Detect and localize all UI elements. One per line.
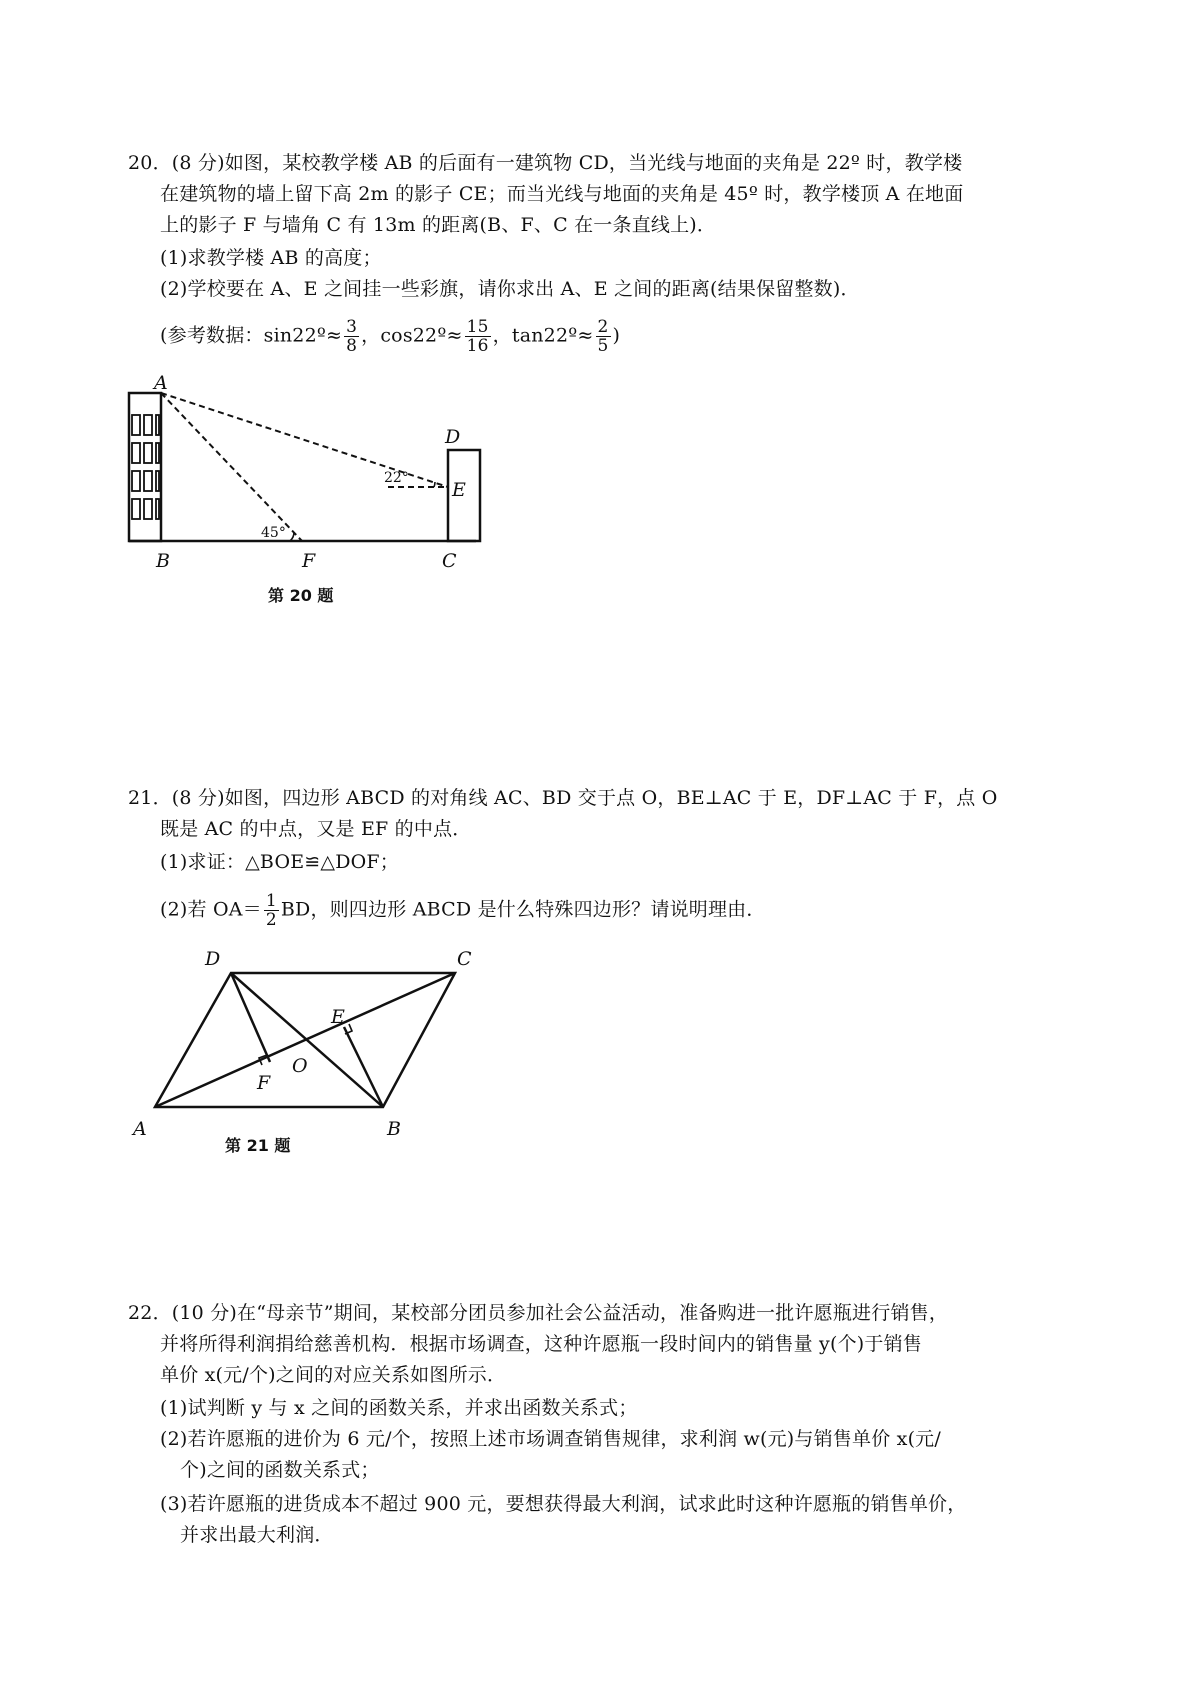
half-fraction xyxy=(264,892,279,929)
figure-20 xyxy=(120,372,540,615)
label-e: E xyxy=(452,479,466,501)
label-c: C xyxy=(442,550,457,572)
cos-denominator: 16 xyxy=(466,336,489,356)
figure-21 xyxy=(125,945,505,1165)
label-d: D xyxy=(205,948,221,970)
label-d: D xyxy=(445,426,461,448)
tan-denominator: 5 xyxy=(597,336,609,356)
q21-sub2-prefix: (2)若 OA＝ xyxy=(160,898,262,921)
q22-line-3: 单价 x(元/个)之间的对应关系如图所示． xyxy=(160,1364,507,1386)
label-f: F xyxy=(302,550,316,572)
cos-numerator: 15 xyxy=(466,317,489,337)
figure-21-caption: 第 21 题 xyxy=(225,1136,291,1155)
cos-fraction xyxy=(465,318,491,355)
q20-reference-data xyxy=(160,318,620,355)
half-numerator: 1 xyxy=(265,891,277,911)
angle-45-label: 45° xyxy=(261,525,286,541)
q22-sub-question-1: (1)试判断 y 与 x 之间的函数关系，并求出函数关系式； xyxy=(160,1397,638,1419)
tan-numerator: 2 xyxy=(597,317,609,337)
label-b: B xyxy=(156,550,170,572)
label-f: F xyxy=(257,1072,271,1094)
q21-sub-question-1: (1)求证：△BOE≌△DOF； xyxy=(160,851,400,873)
ref-cos-text: ，cos22º≈ xyxy=(361,324,463,347)
label-b: B xyxy=(387,1118,401,1140)
angle-45-arc xyxy=(290,532,294,541)
diagonal-ac xyxy=(155,973,455,1107)
q21-sub-question-2 xyxy=(160,892,766,929)
sin-denominator: 8 xyxy=(346,336,358,356)
q21-line-1: 21．(8 分)如图，四边形 ABCD 的对角线 AC、BD 交于点 O，BE⊥AC 于 E，DF⊥AC 于 F，点 O xyxy=(128,787,998,809)
ref-prefix: (参考数据：sin22º≈ xyxy=(160,324,343,347)
sin-fraction xyxy=(344,318,359,355)
q21-sub2-suffix: BD，则四边形 ABCD 是什么特殊四边形？请说明理由． xyxy=(280,898,766,921)
q20-line-1: 20．(8 分)如图，某校教学楼 AB 的后面有一建筑物 CD，当光线与地面的夹角是 22º 时，教学楼 xyxy=(128,152,963,174)
label-e: E xyxy=(331,1006,345,1028)
q22-line-1: 22．(10 分)在“母亲节”期间，某校部分团员参加社会公益活动，准备购进一批许愿瓶进行销售， xyxy=(128,1302,949,1324)
label-a: A xyxy=(154,372,168,394)
q22-sub-question-2b: 个)之间的函数关系式； xyxy=(180,1459,380,1481)
label-c: C xyxy=(457,948,472,970)
ref-suffix: ) xyxy=(612,324,621,347)
figure-20-caption: 第 20 题 xyxy=(268,586,334,605)
angle-22-label: 22° xyxy=(384,470,409,486)
label-a: A xyxy=(133,1118,147,1140)
ref-tan-text: ，tan22º≈ xyxy=(492,324,594,347)
half-denominator: 2 xyxy=(265,910,277,930)
q20-line-2: 在建筑物的墙上留下高 2m 的影子 CE；而当光线与地面的夹角是 45º 时，教学楼顶 A 在地面 xyxy=(160,183,964,205)
angle-22-arc xyxy=(434,482,435,487)
label-o: O xyxy=(292,1055,308,1077)
tan-fraction xyxy=(596,318,611,355)
diagonal-bd xyxy=(231,973,383,1107)
q20-sub-question-2: (2)学校要在 A、E 之间挂一些彩旗，请你求出 A、E 之间的距离(结果保留整数)． xyxy=(160,278,860,300)
q22-sub-question-2a: (2)若许愿瓶的进价为 6 元/个，按照上述市场调查销售规律，求利润 w(元)与销售单价 x(元/ xyxy=(160,1428,941,1450)
segment-df xyxy=(231,973,270,1062)
q20-line-3: 上的影子 F 与墙角 C 有 13m 的距离(B、F、C 在一条直线上)． xyxy=(160,214,717,236)
segment-be xyxy=(344,1027,383,1107)
q20-sub-question-1: (1)求教学楼 AB 的高度； xyxy=(160,247,382,269)
q22-line-2: 并将所得利润捐给慈善机构．根据市场调查，这种许愿瓶一段时间内的销售量 y(个)于销售 xyxy=(160,1333,923,1355)
sin-numerator: 3 xyxy=(346,317,358,337)
building-windows xyxy=(132,415,159,519)
q21-line-2: 既是 AC 的中点，又是 EF 的中点． xyxy=(160,818,472,840)
q22-sub-question-3a: (3)若许愿瓶的进货成本不超过 900 元，要想获得最大利润，试求此时这种许愿瓶的销售单价， xyxy=(160,1493,967,1515)
q22-sub-question-3b: 并求出最大利润． xyxy=(180,1524,334,1546)
